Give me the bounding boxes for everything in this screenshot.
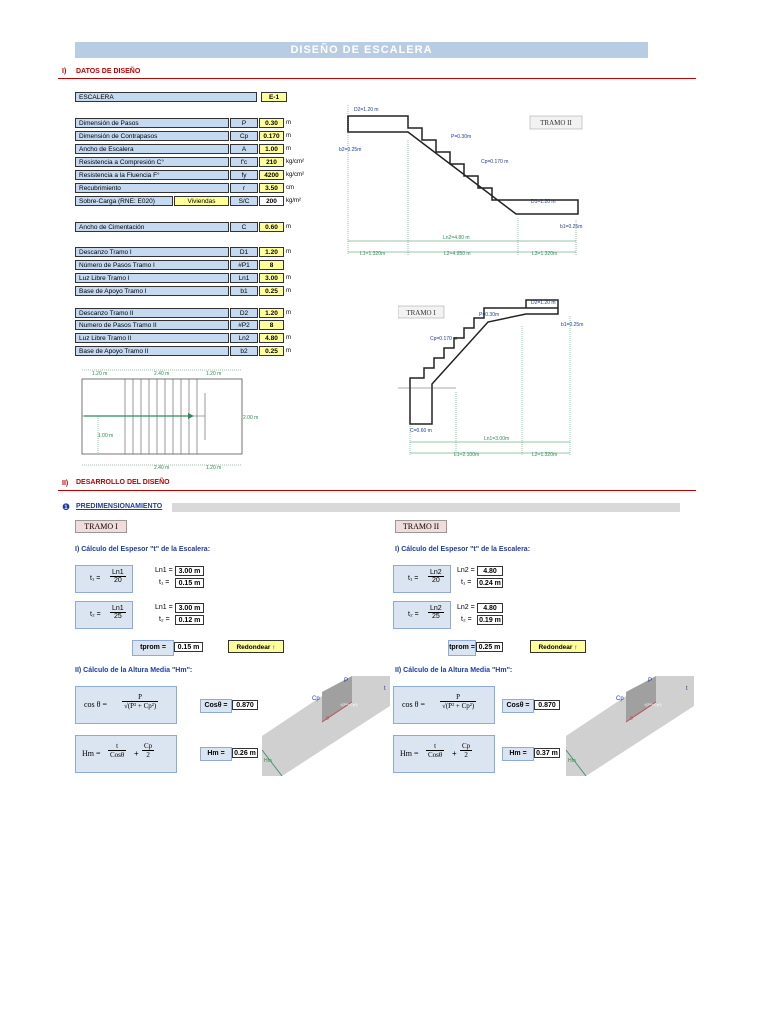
sobrecarga-label: Sobre-Carga (RNE: E020) — [75, 196, 173, 206]
tramo1-t2-formula — [75, 601, 133, 629]
tramo2-hm-label: Hm = — [502, 747, 534, 761]
predim-bullet-icon: ❶ — [62, 502, 71, 512]
frac-den: 20 — [431, 577, 440, 584]
tramo2-b2-label: b2=0.25m — [339, 147, 362, 153]
hm-frac-b — [142, 742, 154, 759]
tramo2-b1-label: b1=0.25m — [560, 224, 583, 230]
datos-unit: cm — [286, 185, 294, 191]
frac-num: Cp — [144, 742, 153, 750]
plan-dim-right-bot: 1.20 m — [206, 465, 222, 471]
tramo2-symbol: b2 — [230, 346, 258, 356]
frac-num: Ln1 — [112, 569, 124, 576]
slope-hyp: √(P²+Cp²) — [644, 702, 662, 707]
tramo1-value[interactable]: 0.25 — [259, 286, 284, 296]
tramo1-slope-diagram — [262, 676, 390, 776]
tramo2-d2-label: D2=1.20 m — [354, 107, 379, 113]
tramo1-espesor-heading: I) Cálculo del Espesor "t" de la Escalera: — [75, 546, 211, 553]
slope-theta: θ — [326, 716, 329, 722]
tramo1-t1-formula — [75, 565, 133, 593]
tramo1-unit: m — [286, 249, 291, 255]
section-2-title: DESARROLLO DEL DISEÑO — [76, 479, 170, 486]
tramo2-espesor-heading: I) Cálculo del Espesor "t" de la Escalera: — [395, 546, 531, 553]
slope-hm: Hm — [264, 758, 272, 764]
frac-num: P — [122, 693, 158, 702]
section-2-rule — [58, 490, 696, 491]
tramo2-symbol: #P2 — [230, 320, 258, 330]
frac-den: Cosθ — [110, 751, 125, 759]
tramo1-l2-label: L2=1.320m — [532, 452, 558, 458]
section-2-number: II) — [62, 480, 69, 487]
tramo2-cp-label: Cp=0.170 m — [481, 159, 509, 165]
page-title: DISEÑO DE ESCALERA — [75, 42, 648, 58]
hm-frac-b — [460, 742, 472, 759]
plan-dim-mid-top: 2.40 m — [154, 371, 170, 377]
datos-label: Dimensión de Pasos — [75, 118, 229, 128]
tramo1-symbol: #P1 — [230, 260, 258, 270]
tramo2-t2-lhs: t₂ = — [408, 611, 419, 618]
tramo1-diagram-title: TRAMO I — [406, 309, 436, 317]
escalera-value[interactable]: E-1 — [261, 92, 287, 102]
slope-hyp: √(P²+Cp²) — [340, 702, 358, 707]
cos-lhs: cos θ = — [402, 700, 426, 709]
cimentacion-label: Ancho de Cimentación — [75, 222, 229, 232]
frac-den: √(P² + Cp²) — [442, 702, 475, 710]
tramo2-elevation-diagram — [338, 100, 588, 260]
tramo2-label: Luz Libre Tramo II — [75, 333, 229, 343]
tramo2-t1-r2-label: t₁ = — [461, 579, 472, 586]
tramo1-value[interactable]: 8 — [259, 260, 284, 270]
slope-cp: Cp — [616, 696, 624, 702]
escalera-label: ESCALERA — [75, 92, 257, 102]
tramo1-symbol: D1 — [230, 247, 258, 257]
tramo1-t2-r1-value: 3.00 m — [175, 603, 204, 613]
tramo1-value[interactable]: 1.20 — [259, 247, 284, 257]
tramo2-t1-r1-value: 4.80 — [477, 566, 503, 576]
tramo1-t1-r1-value: 3.00 m — [175, 566, 204, 576]
tramo1-hm-label: Hm = — [200, 747, 232, 761]
section-1-title: DATOS DE DISEÑO — [76, 68, 141, 75]
slope-p: P — [648, 678, 653, 684]
tramo1-hm-heading: II) Cálculo de la Altura Media "Hm": — [75, 667, 193, 674]
sobrecarga-symbol: S/C — [230, 196, 258, 206]
tramo2-value[interactable]: 0.25 — [259, 346, 284, 356]
plan-dim-mid-bot: 2.40 m — [154, 465, 170, 471]
tramo1-c-label: C=0.60 m — [410, 428, 432, 434]
tramo1-t1-lhs: t₁ = — [90, 575, 101, 582]
frac-den: 20 — [113, 577, 122, 584]
tramo2-t2-r2-label: t₂ = — [461, 616, 472, 623]
tramo2-symbol: Ln2 — [230, 333, 258, 343]
section-1-number: I) — [62, 68, 67, 75]
tramo1-symbol: Ln1 — [230, 273, 258, 283]
datos-value[interactable]: 210 — [259, 157, 284, 167]
cos-frac — [122, 693, 158, 710]
sobrecarga-unit: kg/m² — [286, 198, 301, 204]
tramo1-unit: m — [286, 275, 291, 281]
tramo2-l2-label: L2=4.950 m — [444, 251, 471, 257]
tramo2-t2-formula — [393, 601, 451, 629]
datos-label: Dimensión de Contrapasos — [75, 131, 229, 141]
tramo2-value[interactable]: 4.80 — [259, 333, 284, 343]
tramo1-d2-label: D2=1.20 m — [531, 300, 556, 306]
frac-den: Cosθ — [428, 751, 443, 759]
tramo2-cos-formula — [393, 686, 495, 724]
tramo2-label: Descanzo Tramo II — [75, 308, 229, 318]
tramo1-cp-label: Cp=0.170 m — [430, 336, 458, 342]
plan-dim-left-top: 1.20 m — [92, 371, 108, 377]
datos-value[interactable]: 3.50 — [259, 183, 284, 193]
tramo1-label: Número de Pasos Tramo I — [75, 260, 229, 270]
tramo1-t2-frac — [110, 605, 126, 620]
datos-unit: m — [286, 120, 291, 126]
frac-den: 2 — [146, 751, 150, 759]
datos-label: Ancho de Escalera — [75, 144, 229, 154]
tramo2-tprom-label: tprom = — [448, 640, 476, 656]
datos-symbol: f'c — [230, 157, 258, 167]
frac-num: Ln2 — [430, 569, 442, 576]
datos-symbol: P — [230, 118, 258, 128]
datos-symbol: Cp — [230, 131, 258, 141]
tramo2-hm-value: 0.37 m — [534, 748, 560, 758]
tramo1-t1-r2-label: t₁ = — [159, 579, 170, 586]
hm-lhs: Hm = — [400, 749, 419, 758]
cos-lhs: cos θ = — [84, 700, 108, 709]
plan-dim-right-top: 1.20 m — [206, 371, 222, 377]
tramo1-ln1-label: Ln1=3.00m — [484, 436, 510, 442]
hm-frac-a — [108, 742, 126, 759]
frac-num: t — [426, 742, 444, 751]
slope-hm: Hm — [568, 758, 576, 764]
tramo1-tprom-value: 0.15 m — [174, 642, 203, 652]
tramo1-elevation-diagram — [398, 296, 588, 460]
cimentacion-value[interactable]: 0.60 — [259, 222, 284, 232]
tramo1-button[interactable]: TRAMO I — [75, 520, 127, 533]
datos-value[interactable]: 1.00 — [259, 144, 284, 154]
tramo2-unit: m — [286, 335, 291, 341]
tramo2-value[interactable]: 1.20 — [259, 308, 284, 318]
tramo2-label: Base de Apoyo Tramo II — [75, 346, 229, 356]
hm-frac-a — [426, 742, 444, 759]
slope-t: t — [384, 686, 386, 692]
tramo2-t1-r2-value: 0.24 m — [477, 578, 503, 588]
slope-t: t — [686, 686, 688, 692]
sobrecarga-tipo-select[interactable]: Viviendas — [174, 196, 229, 206]
tramo2-unit: m — [286, 348, 291, 354]
tramo1-b1-label: b1=0.25m — [561, 322, 584, 328]
tramo2-t1-lhs: t₁ = — [408, 575, 419, 582]
tramo1-value[interactable]: 3.00 — [259, 273, 284, 283]
tramo2-l3-label: L3=1.320m — [532, 251, 558, 257]
datos-label: Resistencia a la Fluencia F° — [75, 170, 229, 180]
tramo1-redondear-button[interactable]: Redondear ↑ — [228, 640, 284, 653]
cimentacion-symbol: C — [230, 222, 258, 232]
tramo2-symbol: D2 — [230, 308, 258, 318]
tramo1-t1-r2-value: 0.15 m — [175, 578, 204, 588]
tramo2-t1-frac — [428, 569, 444, 584]
tramo1-label: Luz Libre Tramo I — [75, 273, 229, 283]
datos-value[interactable]: 0.170 — [259, 131, 284, 141]
tramo1-t2-r2-value: 0.12 m — [175, 615, 204, 625]
tramo2-t2-r2-value: 0.19 m — [477, 615, 503, 625]
slope-p: P — [344, 678, 349, 684]
frac-num: Ln1 — [112, 605, 124, 612]
datos-unit: m — [286, 146, 291, 152]
tramo1-t2-lhs: t₂ = — [90, 611, 101, 618]
tramo1-symbol: b1 — [230, 286, 258, 296]
datos-symbol: fy — [230, 170, 258, 180]
plan-dim-width: 1.00 m — [98, 433, 114, 439]
frac-den: 25 — [113, 613, 122, 620]
tramo1-cos-formula — [75, 686, 177, 724]
tramo1-t1-r1-label: Ln1 = — [155, 567, 173, 574]
datos-symbol: r — [230, 183, 258, 193]
tramo2-cos-label: Cosθ = — [502, 699, 534, 713]
datos-unit: kg/cm² — [286, 159, 304, 165]
tramo1-label: Base de Apoyo Tramo I — [75, 286, 229, 296]
tramo2-label: Numero de Pasos Tramo II — [75, 320, 229, 330]
tramo2-p-label: P=0.30m — [451, 134, 472, 140]
tramo2-t2-frac — [428, 605, 444, 620]
hm-lhs: Hm = — [82, 749, 101, 758]
hm-plus: + — [452, 749, 457, 758]
stair-plan-diagram — [70, 365, 260, 473]
tramo2-button[interactable]: TRAMO II — [395, 520, 447, 533]
tramo2-value[interactable]: 8 — [259, 320, 284, 330]
slope-cp: Cp — [312, 696, 320, 702]
tramo1-tprom-label: tprom = — [132, 640, 174, 656]
slope-theta: θ — [630, 716, 633, 722]
tramo1-cos-value: 0.870 — [232, 700, 258, 710]
datos-unit: m — [286, 133, 291, 139]
datos-value[interactable]: 0.30 — [259, 118, 284, 128]
tramo1-l1-label: L1=2.100m — [454, 452, 480, 458]
frac-num: P — [440, 693, 476, 702]
tramo2-cos-value: 0.870 — [534, 700, 560, 710]
tramo2-t2-r1-label: Ln2 = — [457, 604, 475, 611]
sobrecarga-value[interactable]: 200 — [259, 196, 284, 206]
tramo1-hm-value: 0.26 m — [232, 748, 258, 758]
datos-label: Recubrimiento — [75, 183, 229, 193]
hm-plus: + — [134, 749, 139, 758]
frac-num: t — [108, 742, 126, 751]
frac-den: √(P² + Cp²) — [124, 702, 157, 710]
tramo2-diagram-title: TRAMO II — [540, 119, 572, 127]
tramo1-p-label: P=0.30m — [479, 312, 500, 318]
frac-den: 2 — [464, 751, 468, 759]
tramo2-t1-formula — [393, 565, 451, 593]
tramo1-label: Descanzo Tramo I — [75, 247, 229, 257]
datos-label: Resistencia a Compresión C° — [75, 157, 229, 167]
tramo2-tprom-value: 0.25 m — [476, 642, 503, 652]
tramo2-t1-r1-label: Ln2 = — [457, 567, 475, 574]
tramo2-unit: m — [286, 310, 291, 316]
tramo2-ln2-label: Ln2=4.80 m — [443, 235, 470, 241]
predim-rule — [172, 503, 680, 512]
tramo1-t2-r1-label: Ln1 = — [155, 604, 173, 611]
cos-frac — [440, 693, 476, 710]
tramo2-redondear-button[interactable]: Redondear ↑ — [530, 640, 586, 653]
tramo1-hm-formula — [75, 735, 177, 773]
section-1-rule — [58, 78, 696, 79]
tramo2-slope-diagram — [566, 676, 694, 776]
tramo1-cos-label: Cosθ = — [200, 699, 232, 713]
tramo1-t2-r2-label: t₂ = — [159, 616, 170, 623]
tramo1-unit: m — [286, 288, 291, 294]
datos-value[interactable]: 4200 — [259, 170, 284, 180]
tramo2-l1-label: L1=1.320m — [360, 251, 386, 257]
datos-unit: kg/cm² — [286, 172, 304, 178]
frac-den: 25 — [431, 613, 440, 620]
frac-num: Ln2 — [430, 605, 442, 612]
frac-num: Cp — [462, 742, 471, 750]
tramo2-t2-r1-value: 4.80 — [477, 603, 503, 613]
tramo2-hm-heading: II) Cálculo de la Altura Media "Hm": — [395, 667, 513, 674]
predim-title: PREDIMENSIONAMIENTO — [76, 503, 163, 510]
plan-dim-height: 2.00 m — [243, 415, 259, 421]
datos-symbol: A — [230, 144, 258, 154]
tramo2-d1-label: D1=1.20 m — [531, 199, 556, 205]
tramo1-t1-frac — [110, 569, 126, 584]
tramo2-hm-formula — [393, 735, 495, 773]
cimentacion-unit: m — [286, 224, 291, 230]
